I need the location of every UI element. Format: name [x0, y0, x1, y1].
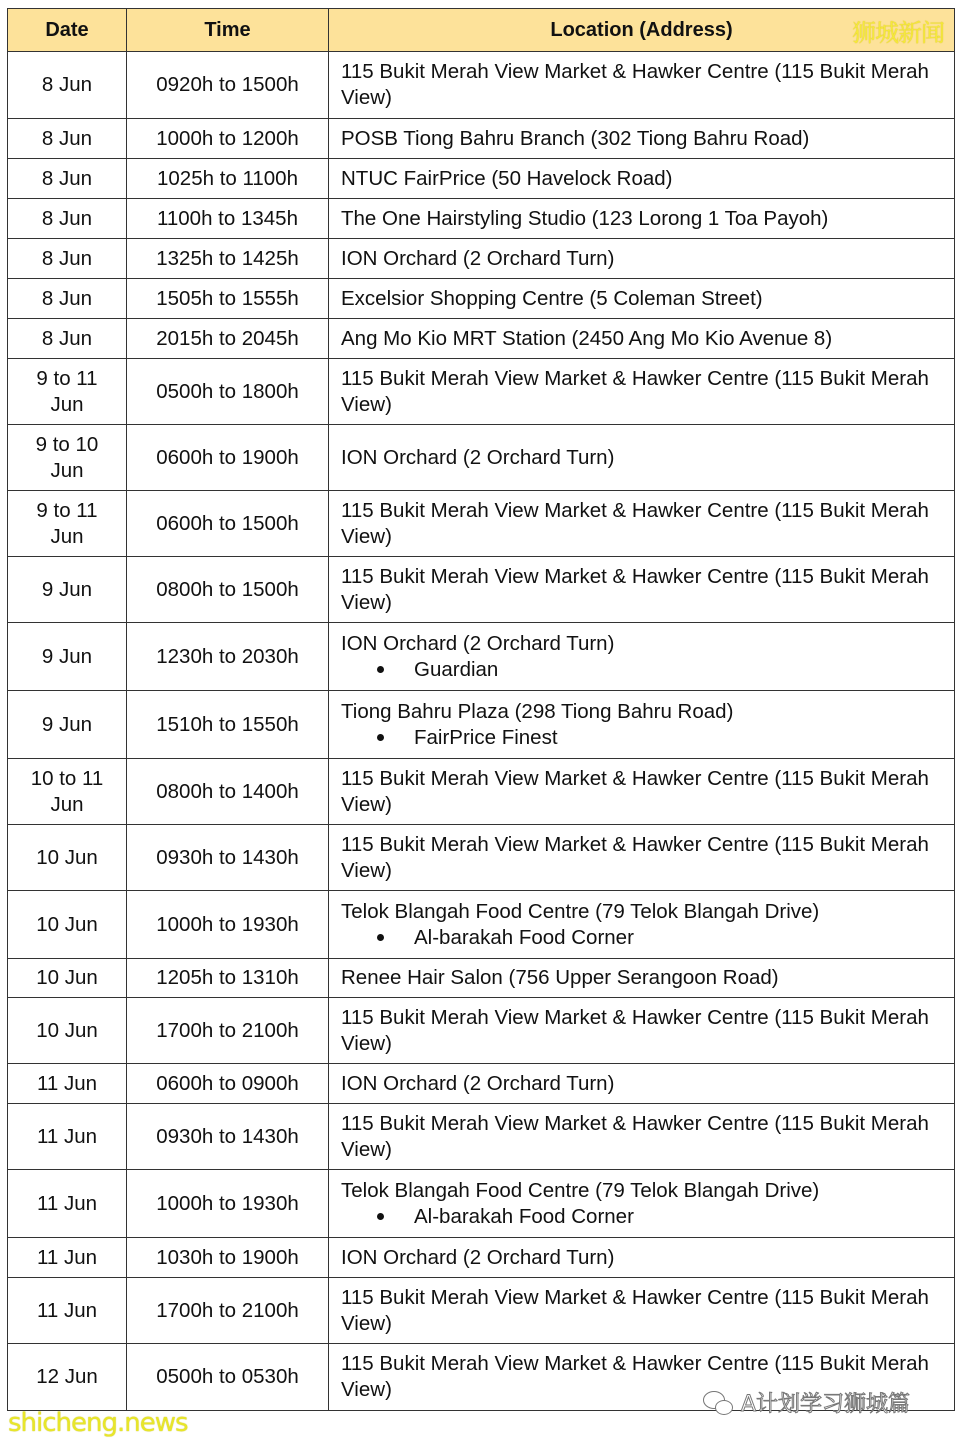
cell-location — [329, 491, 955, 557]
table-row — [8, 959, 955, 998]
cell-time: 1030h to 1900h — [127, 1238, 329, 1278]
table-row — [8, 891, 955, 959]
header-location-label: Location (Address) — [550, 18, 733, 41]
cell-time: 1510h to 1550h — [127, 691, 329, 759]
table-row — [8, 119, 955, 159]
bullet-icon — [377, 666, 384, 673]
cell-location — [329, 52, 955, 119]
table-row — [8, 239, 955, 279]
cell-location — [329, 199, 955, 239]
header-date: Date — [8, 9, 127, 52]
table-row — [8, 623, 955, 691]
table-row — [8, 359, 955, 425]
cell-date: 10 to 11 Jun — [8, 759, 127, 825]
location-address: 115 Bukit Merah View Market & Hawker Centre (115 Bukit Merah View) — [341, 564, 929, 614]
cell-location — [329, 959, 955, 998]
location-address: 115 Bukit Merah View Market & Hawker Centre (115 Bukit Merah View) — [341, 1005, 929, 1055]
cell-time: 1230h to 2030h — [127, 623, 329, 691]
cell-date: 8 Jun — [8, 239, 127, 279]
location-address: 115 Bukit Merah View Market & Hawker Centre (115 Bukit Merah View) — [341, 1352, 929, 1401]
cell-date: 12 Jun — [8, 1344, 127, 1411]
cell-time: 0600h to 1900h — [127, 425, 329, 491]
sub-item-label: Guardian — [414, 657, 499, 681]
watermark-top-right: 狮城新闻 — [852, 19, 944, 47]
location-address: ION Orchard (2 Orchard Turn) — [341, 1071, 615, 1095]
location-address: 115 Bukit Merah View Market & Hawker Centre (115 Bukit Merah View) — [341, 60, 929, 109]
cell-time: 0500h to 0530h — [127, 1344, 329, 1411]
header-location — [329, 9, 955, 52]
table-row — [8, 1170, 955, 1238]
cell-location — [329, 1238, 955, 1278]
table-row — [8, 199, 955, 239]
cell-location — [329, 239, 955, 279]
location-address: The One Hairstyling Studio (123 Lorong 1 Toa Payoh) — [341, 206, 829, 230]
location-address: ION Orchard (2 Orchard Turn) — [341, 631, 615, 655]
location-address: 115 Bukit Merah View Market & Hawker Centre (115 Bukit Merah View) — [341, 1285, 929, 1335]
sub-item-label: Al-barakah Food Corner — [414, 1204, 634, 1228]
cell-time: 1100h to 1345h — [127, 199, 329, 239]
cell-date: 11 Jun — [8, 1278, 127, 1344]
location-address: 115 Bukit Merah View Market & Hawker Centre (115 Bukit Merah View) — [341, 498, 929, 548]
cell-date: 8 Jun — [8, 159, 127, 199]
cell-date: 9 Jun — [8, 557, 127, 623]
cell-date: 9 to 11 Jun — [8, 359, 127, 425]
cell-date: 11 Jun — [8, 1064, 127, 1104]
watermark-wechat — [703, 1387, 910, 1418]
cell-time: 1325h to 1425h — [127, 239, 329, 279]
cell-time: 1205h to 1310h — [127, 959, 329, 998]
location-address: Excelsior Shopping Centre (5 Coleman Street) — [341, 286, 763, 310]
table-row — [8, 279, 955, 319]
cell-date: 8 Jun — [8, 279, 127, 319]
location-sub-item — [377, 657, 946, 683]
cell-date: 9 Jun — [8, 623, 127, 691]
location-address: ION Orchard (2 Orchard Turn) — [341, 246, 615, 270]
location-address: Tiong Bahru Plaza (298 Tiong Bahru Road) — [341, 699, 734, 723]
cell-time: 1700h to 2100h — [127, 1278, 329, 1344]
schedule-table — [7, 8, 955, 1411]
cell-date: 11 Jun — [8, 1238, 127, 1278]
bullet-icon — [377, 934, 384, 941]
cell-location — [329, 119, 955, 159]
location-address: ION Orchard (2 Orchard Turn) — [341, 1245, 615, 1269]
watermark-wechat-label: A计划学习狮城篇 — [741, 1392, 911, 1417]
cell-date: 11 Jun — [8, 1104, 127, 1170]
location-address: 115 Bukit Merah View Market & Hawker Centre (115 Bukit Merah View) — [341, 366, 929, 416]
cell-time: 1025h to 1100h — [127, 159, 329, 199]
cell-date: 9 to 11 Jun — [8, 491, 127, 557]
cell-time: 1000h to 1200h — [127, 119, 329, 159]
cell-location — [329, 159, 955, 199]
table-row — [8, 425, 955, 491]
table-row — [8, 759, 955, 825]
cell-date: 10 Jun — [8, 959, 127, 998]
sub-item-label: FairPrice Finest — [414, 725, 558, 749]
location-address: Telok Blangah Food Centre (79 Telok Blangah Drive) — [341, 899, 820, 923]
sub-item-label: Al-barakah Food Corner — [414, 925, 634, 949]
bullet-icon — [377, 734, 384, 741]
table-row — [8, 691, 955, 759]
cell-date: 8 Jun — [8, 319, 127, 359]
location-sub-item — [377, 725, 946, 751]
cell-location — [329, 1170, 955, 1238]
location-sub-item — [377, 925, 946, 951]
cell-time: 0500h to 1800h — [127, 359, 329, 425]
cell-location — [329, 279, 955, 319]
location-address: 115 Bukit Merah View Market & Hawker Centre (115 Bukit Merah View) — [341, 1111, 929, 1161]
cell-time: 0800h to 1500h — [127, 557, 329, 623]
cell-location — [329, 1064, 955, 1104]
cell-location — [329, 425, 955, 491]
location-address: Ang Mo Kio MRT Station (2450 Ang Mo Kio Avenue 8) — [341, 326, 833, 350]
cell-location — [329, 691, 955, 759]
location-address: ION Orchard (2 Orchard Turn) — [341, 445, 615, 469]
cell-location — [329, 998, 955, 1064]
location-address: Telok Blangah Food Centre (79 Telok Blangah Drive) — [341, 1178, 820, 1202]
bullet-icon — [377, 1213, 384, 1220]
table-body — [8, 52, 955, 1411]
table-row — [8, 52, 955, 119]
location-sub-item — [377, 1204, 946, 1230]
table-row — [8, 159, 955, 199]
cell-time: 1700h to 2100h — [127, 998, 329, 1064]
cell-time: 0800h to 1400h — [127, 759, 329, 825]
cell-location — [329, 1104, 955, 1170]
cell-date: 10 Jun — [8, 891, 127, 959]
table-row — [8, 491, 955, 557]
watermark-site: shicheng.news — [8, 1408, 188, 1438]
header-time: Time — [127, 9, 329, 52]
location-address: Renee Hair Salon (756 Upper Serangoon Road) — [341, 966, 779, 989]
cell-location — [329, 759, 955, 825]
cell-time: 2015h to 2045h — [127, 319, 329, 359]
table-row — [8, 825, 955, 891]
table-header-row — [8, 9, 955, 52]
cell-date: 8 Jun — [8, 119, 127, 159]
cell-date: 9 Jun — [8, 691, 127, 759]
location-address: POSB Tiong Bahru Branch (302 Tiong Bahru Road) — [341, 126, 810, 150]
cell-time: 0930h to 1430h — [127, 1104, 329, 1170]
cell-date: 9 to 10 Jun — [8, 425, 127, 491]
cell-date: 10 Jun — [8, 825, 127, 891]
cell-date: 8 Jun — [8, 52, 127, 119]
cell-time: 0600h to 1500h — [127, 491, 329, 557]
cell-location — [329, 1278, 955, 1344]
cell-location — [329, 825, 955, 891]
cell-time: 0930h to 1430h — [127, 825, 329, 891]
location-address: 115 Bukit Merah View Market & Hawker Centre (115 Bukit Merah View) — [341, 766, 929, 816]
cell-time: 1505h to 1555h — [127, 279, 329, 319]
cell-location — [329, 557, 955, 623]
table-row — [8, 319, 955, 359]
cell-location — [329, 623, 955, 691]
cell-location — [329, 891, 955, 959]
cell-location — [329, 319, 955, 359]
table-row — [8, 1104, 955, 1170]
table-row — [8, 1278, 955, 1344]
table-row — [8, 998, 955, 1064]
location-address: NTUC FairPrice (50 Havelock Road) — [341, 166, 673, 190]
cell-date: 11 Jun — [8, 1170, 127, 1238]
cell-time: 0920h to 1500h — [127, 52, 329, 119]
cell-time: 0600h to 0900h — [127, 1064, 329, 1104]
cell-time: 1000h to 1930h — [127, 1170, 329, 1238]
cell-date: 8 Jun — [8, 199, 127, 239]
table-row — [8, 557, 955, 623]
wechat-icon — [703, 1391, 735, 1415]
location-address: 115 Bukit Merah View Market & Hawker Centre (115 Bukit Merah View) — [341, 832, 929, 882]
table-row — [8, 1064, 955, 1104]
cell-time: 1000h to 1930h — [127, 891, 329, 959]
cell-location — [329, 359, 955, 425]
cell-date: 10 Jun — [8, 998, 127, 1064]
table-row — [8, 1238, 955, 1278]
